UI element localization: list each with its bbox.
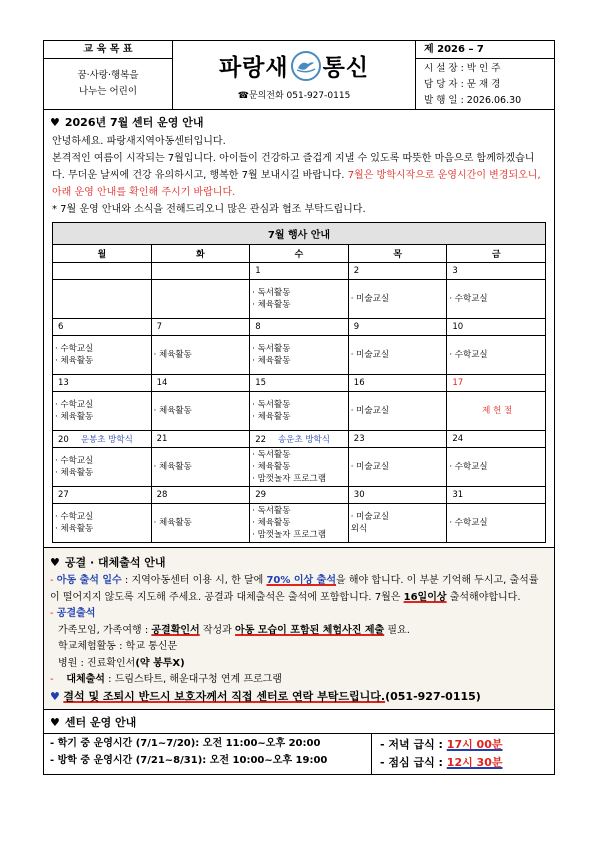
- calendar-event: · 수학교실: [55, 456, 94, 466]
- calendar-events: [348, 448, 447, 487]
- weekday-header: 월: [53, 245, 152, 263]
- intro-line-2: 본격적인 여름이 시작되는 7월입니다. 아이들이 건강하고 즐겁게 지낼 수 있도록 따뜻한 마음으로 함께하겠습니다. 무더운 날씨에 건강 유의하시고, 행복한 7월 보내시길 바랍니다. 7월은 방학시작으로 운영시간이 변경되오니, 아래 운영 안내를 확인해 주시기 바랍니다.: [52, 153, 541, 198]
- issue-number: 제 2026 – 7: [416, 41, 554, 59]
- dinner-meal-time: - 저녁 급식 : 17시 00분: [380, 738, 503, 751]
- heart-icon: ♥: [50, 115, 60, 129]
- logo-text-right: 통신: [322, 55, 370, 81]
- facility-director: 시 설 장 : 박 인 주: [424, 63, 501, 74]
- intro-line-3: * 7월 운영 안내와 소식을 전해드리오니 많은 관심과 협조 부탁드립니다.: [52, 204, 366, 215]
- bluebird-logo-icon: [291, 51, 321, 81]
- calendar-event: · 수학교실: [55, 400, 94, 410]
- calendar-date: 8: [250, 319, 349, 336]
- calendar-events: [53, 280, 152, 319]
- masthead-logo: [219, 49, 369, 82]
- contact-phone: ☎문의전화 051-927-0115: [237, 91, 351, 101]
- intro-line-1: 안녕하세요. 파랑새지역아동센터입니다.: [52, 136, 226, 147]
- calendar-events: [447, 448, 546, 487]
- issue-info-box: [415, 41, 554, 109]
- calendar-event: · 미술교실: [350, 512, 390, 522]
- calendar-events: [151, 448, 250, 487]
- calendar-events: [447, 336, 546, 375]
- publish-date: 발 행 일 : 2026.06.30: [424, 95, 522, 106]
- calendar-date: 14: [151, 375, 250, 392]
- calendar-events: [447, 504, 546, 543]
- calendar-event: · 수학교실: [449, 518, 488, 528]
- july-operation-section: [44, 110, 554, 548]
- calendar-date: 7: [151, 319, 250, 336]
- calendar-event: 제 헌 절: [482, 406, 513, 416]
- calendar-event: · 수학교실: [55, 512, 94, 522]
- calendar-date: 23: [348, 431, 447, 448]
- calendar-event: · 독서활동: [252, 450, 291, 460]
- calendar-events: [151, 280, 250, 319]
- calendar-date: 15: [250, 375, 349, 392]
- calendar-date: 6: [53, 319, 152, 336]
- weekday-header: 금: [447, 245, 546, 263]
- calendar-events: [250, 448, 349, 487]
- operation-section: [44, 710, 554, 774]
- calendar-event: · 수학교실: [449, 462, 488, 472]
- substitute-attendance-note: - 대체출석 : 드림스타트, 해운대구청 연계 프로그램: [50, 674, 282, 685]
- calendar-events: [250, 504, 349, 543]
- calendar-event: · 체육활동: [55, 524, 94, 534]
- calendar-date: 30: [348, 487, 447, 504]
- calendar-events: [250, 392, 349, 431]
- operation-title: ♥ 센터 운영 안내: [50, 715, 137, 729]
- newsletter-header: [44, 41, 554, 110]
- calendar-date: 29: [250, 487, 349, 504]
- calendar-date: [151, 263, 250, 280]
- lunch-meal-time: - 점심 급식 : 12시 30분: [380, 756, 503, 769]
- calendar-date: 9: [348, 319, 447, 336]
- calendar-events: [53, 336, 152, 375]
- calendar-date: 21: [151, 431, 250, 448]
- masthead: [173, 41, 415, 109]
- calendar-event: · 맘껏놀자 프로그램: [252, 530, 326, 540]
- calendar-date: [53, 263, 152, 280]
- calendar-date: 2: [348, 263, 447, 280]
- calendar-events: [348, 392, 447, 431]
- manager: 담 당 자 : 문 재 경: [424, 79, 501, 90]
- logo-text-left: 파랑새: [218, 55, 289, 81]
- heart-icon: ♥: [50, 555, 60, 569]
- attendance-title: ♥ 공결 · 대체출석 안내: [50, 555, 166, 569]
- calendar-date: 10: [447, 319, 546, 336]
- calendar-date: 1: [250, 263, 349, 280]
- calendar-date: 28: [151, 487, 250, 504]
- calendar-events: [53, 392, 152, 431]
- calendar-event: · 맘껏놀자 프로그램: [252, 474, 326, 484]
- calendar-event: · 수학교실: [449, 294, 488, 304]
- calendar-date: 16: [348, 375, 447, 392]
- calendar-title: 7월 행사 안내: [53, 223, 546, 245]
- calendar-events: [348, 280, 447, 319]
- excused-attendance-note: - 공결출석 가족모임, 가족여행 : 공결확인서 작성과 아동 모습이 포함된 체험사진 제출 필요. 학교체험활동 : 학교 통신문 병원 : 진료확인서(약 봉투X): [50, 608, 410, 669]
- calendar-date: 27: [53, 487, 152, 504]
- calendar-event: · 독서활동: [252, 288, 291, 298]
- weekday-header: 수: [250, 245, 349, 263]
- calendar-events: [151, 392, 250, 431]
- calendar-event: · 체육활동: [153, 406, 192, 416]
- newsletter-page: [43, 40, 555, 775]
- vacation-ceremony-tag: 송운초 방학식: [278, 435, 330, 445]
- heart-icon: ♥: [50, 715, 60, 729]
- calendar-date: 13: [53, 375, 152, 392]
- calendar-event: · 체육활동: [55, 412, 94, 422]
- calendar-events: [151, 336, 250, 375]
- attendance-section: [44, 548, 554, 710]
- calendar-event: · 체육활동: [153, 462, 192, 472]
- education-goal-box: [44, 41, 173, 109]
- calendar-date: 24: [447, 431, 546, 448]
- calendar-event: · 체육활동: [252, 518, 291, 528]
- calendar-events: [348, 336, 447, 375]
- calendar-events: [250, 280, 349, 319]
- calendar-events: [151, 504, 250, 543]
- calendar-event: · 미술교실: [350, 350, 390, 360]
- education-goal-line-1: 꿈·사랑·행복을: [77, 70, 139, 81]
- calendar-event: · 미술교실: [350, 406, 390, 416]
- calendar-event: · 체육활동: [252, 356, 291, 366]
- calendar-date: 22 송운초 방학식: [250, 431, 349, 448]
- calendar-event: · 체육활동: [153, 350, 192, 360]
- weekday-header: 목: [348, 245, 447, 263]
- event-calendar: [52, 222, 546, 543]
- calendar-events: [447, 280, 546, 319]
- intro-notice-red: 7월은 방학시작으로 운영시간이 변경되오니, 아래 운영 안내를 확인해 주시기 바랍니다.: [52, 170, 541, 198]
- calendar-event: · 체육활동: [252, 412, 291, 422]
- calendar-event: 외식: [350, 524, 368, 534]
- calendar-event: · 체육활동: [153, 518, 192, 528]
- calendar-events: [250, 336, 349, 375]
- calendar-date: 17: [447, 375, 546, 392]
- calendar-event: · 체육활동: [252, 462, 291, 472]
- calendar-events: [53, 448, 152, 487]
- education-goal-title: 교 육 목 표: [44, 41, 172, 59]
- calendar-event: · 체육활동: [252, 300, 291, 310]
- calendar-event: · 독서활동: [252, 400, 291, 410]
- attendance-days-note: - 아동 출석 일수 : 지역아동센터 이용 시, 한 달에 70% 이상 출석을 해야 합니다. 이 부분 기억해 두시고, 출석률이 떨어지지 않도록 지도해 주세요. 공결과 대체출석은 출석에 포함합니다. 7월은 16일이상 출석해야합니다.: [50, 575, 539, 603]
- calendar-event: · 독서활동: [252, 506, 291, 516]
- calendar-event: · 체육활동: [55, 468, 94, 478]
- absence-contact-note: ♥ 결석 및 조퇴시 반드시 보호자께서 직접 센터로 연락 부탁드립니다.(051-927-0115): [50, 689, 481, 703]
- calendar-date: 20 운봉초 방학식: [53, 431, 152, 448]
- calendar-event: · 미술교실: [350, 462, 390, 472]
- vacation-ceremony-tag: 운봉초 방학식: [80, 435, 133, 445]
- education-goal-line-2: 나누는 어린이: [78, 86, 138, 97]
- calendar-events: [53, 504, 152, 543]
- calendar-date: 31: [447, 487, 546, 504]
- calendar-event: · 독서활동: [252, 344, 291, 354]
- calendar-date: 3: [447, 263, 546, 280]
- calendar-event: · 체육활동: [55, 356, 94, 366]
- vacation-hours: - 방학 중 운영시간 (7/21~8/31): 오전 10:00~오후 19:00: [50, 754, 328, 766]
- calendar-event: · 미술교실: [350, 294, 390, 304]
- weekday-header: 화: [151, 245, 250, 263]
- calendar-events: [348, 504, 447, 543]
- calendar-event: · 수학교실: [55, 344, 94, 354]
- calendar-event: · 수학교실: [449, 350, 488, 360]
- july-operation-title: ♥ 2026년 7월 센터 운영 안내: [50, 115, 204, 129]
- intro-text: [44, 133, 554, 220]
- calendar-events: [447, 392, 546, 431]
- school-term-hours: - 학기 중 운영시간 (7/1~7/20): 오전 11:00~오후 20:00: [50, 738, 321, 749]
